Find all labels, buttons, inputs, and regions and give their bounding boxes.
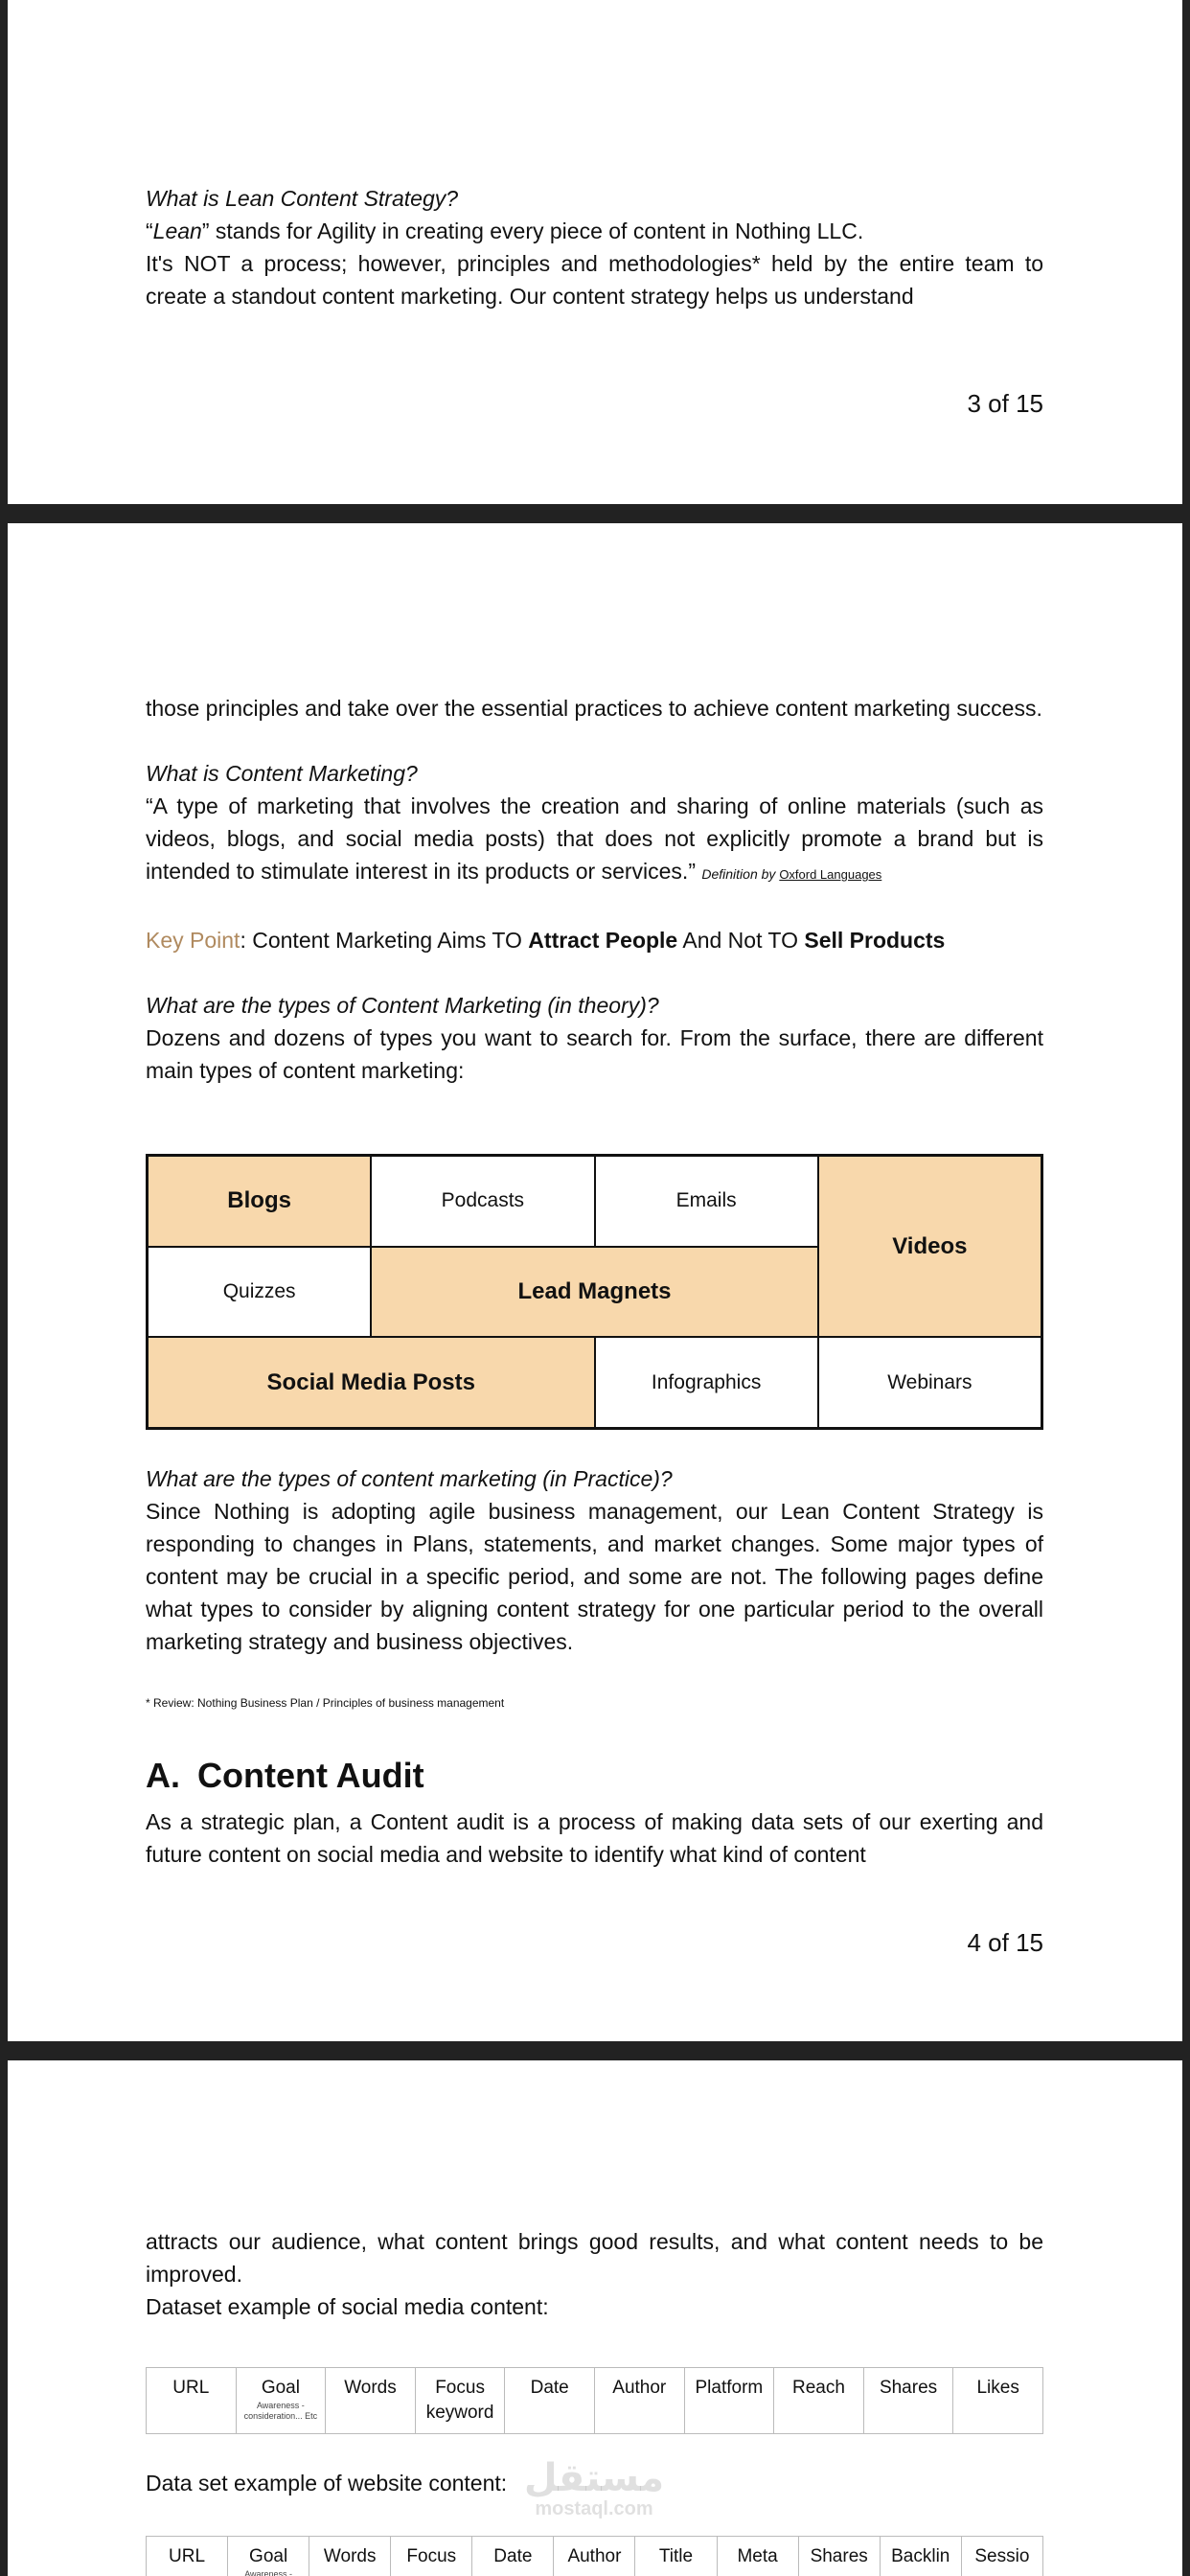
section-heading: A. Content Audit: [146, 1756, 424, 1795]
page5-body: [146, 2225, 1043, 2323]
col-sessions: Sessio: [961, 2537, 1042, 2576]
col-words: Words: [309, 2537, 391, 2576]
page-number: 3 of 15: [967, 389, 1043, 418]
content-marketing-definition: “A type of marketing that involves the creation and sharing of online materials (such as videos, blogs, and social media posts) that does not explicitly promote a brand but is intended to stimulate interest in its products or services.” Definition by Oxford Languages: [146, 794, 1043, 884]
col-shares: Shares: [798, 2537, 880, 2576]
social-media-dataset-table: [146, 2367, 1043, 2434]
lean-strategy-question: What is Lean Content Strategy?: [146, 186, 459, 211]
definition-source-link[interactable]: Oxford Languages: [779, 867, 882, 882]
col-words: Words: [326, 2368, 416, 2434]
key-point: Key Point: Content Marketing Aims TO Attract People And Not TO Sell Products: [146, 928, 946, 953]
type-infographics: Infographics: [595, 1337, 818, 1428]
page4-body-audit: [146, 1806, 1043, 1871]
type-videos: Videos: [818, 1156, 1041, 1337]
types-intro: Dozens and dozens of types you want to search for. From the surface, there are different main types of content marketing:: [146, 1025, 1043, 1083]
types-practice-question: What are the types of content marketing (in Practice)?: [146, 1466, 673, 1491]
content-types-grid: [146, 1154, 1043, 1430]
col-focus-keyword: Focus keyword: [415, 2368, 505, 2434]
document-page-3: [8, 0, 1182, 504]
col-backlinks: Backlin: [880, 2537, 961, 2576]
col-author: Author: [594, 2368, 684, 2434]
col-platform: Platform: [684, 2368, 774, 2434]
type-social-media-posts: Social Media Posts: [148, 1337, 595, 1428]
col-url: URL: [147, 2537, 228, 2576]
types-theory-question: What are the types of Content Marketing (in theory)?: [146, 993, 659, 1018]
type-blogs: Blogs: [148, 1156, 371, 1247]
footnote: * Review: Nothing Business Plan / Principles of business management: [146, 1696, 505, 1710]
col-url: URL: [147, 2368, 237, 2434]
content-marketing-question: What is Content Marketing?: [146, 761, 418, 786]
audit-paragraph: As a strategic plan, a Content audit is a process of making data sets of our exerting and future content on social media and website to identify what kind of content: [146, 1809, 1043, 1867]
type-podcasts: Podcasts: [371, 1156, 594, 1247]
page4-body-practice: [146, 1462, 1043, 1658]
col-goal: Goal Awareness -: [228, 2537, 309, 2576]
website-dataset-label: Data set example of website content:: [146, 2471, 508, 2496]
type-webinars: Webinars: [818, 1337, 1041, 1428]
page-number: 4 of 15: [967, 1928, 1043, 1957]
lean-paragraph: It's NOT a process; however, principles and methodologies* held by the entire team to create a standout content marketing. Our content strategy helps us understand: [146, 251, 1043, 309]
social-dataset-label: Dataset example of social media content:: [146, 2294, 549, 2319]
col-date: Date: [472, 2537, 554, 2576]
col-shares: Shares: [863, 2368, 953, 2434]
type-emails: Emails: [595, 1156, 818, 1247]
definition-credit: Definition by Oxford Languages: [701, 866, 882, 882]
col-author: Author: [554, 2537, 635, 2576]
col-title: Title: [635, 2537, 717, 2576]
page4-body-top: [146, 692, 1043, 1087]
website-dataset-table: [146, 2536, 1043, 2576]
page3-body: [146, 182, 1043, 312]
lean-definition: “Lean” stands for Agility in creating every piece of content in Nothing LLC.: [146, 218, 864, 243]
type-quizzes: Quizzes: [148, 1247, 371, 1338]
continuation-paragraph: attracts our audience, what content brings good results, and what content needs to be improved.: [146, 2229, 1043, 2287]
mostaql-watermark: مستقل mostaql.com: [523, 2456, 665, 2519]
col-date: Date: [505, 2368, 595, 2434]
col-meta: Meta: [717, 2537, 798, 2576]
col-focus: Focus: [391, 2537, 472, 2576]
col-likes: Likes: [953, 2368, 1043, 2434]
col-reach: Reach: [774, 2368, 864, 2434]
table-row: [147, 2368, 1043, 2434]
table-row: [147, 2537, 1043, 2576]
continuation-paragraph: those principles and take over the essential practices to achieve content marketing success.: [146, 696, 1042, 721]
practice-paragraph: Since Nothing is adopting agile business management, our Lean Content Strategy is responding to changes in Plans, statements, and market changes. Some major types of content may be crucial in a specific period, and some are not. The following pages define what types to consider by aligning content strategy for one particular period to the overall marketing strategy and business objectives.: [146, 1499, 1043, 1654]
document-page-4: [8, 523, 1182, 2041]
col-goal: Goal Awareness - consideration... Etc: [236, 2368, 326, 2434]
type-lead-magnets: Lead Magnets: [371, 1247, 818, 1338]
